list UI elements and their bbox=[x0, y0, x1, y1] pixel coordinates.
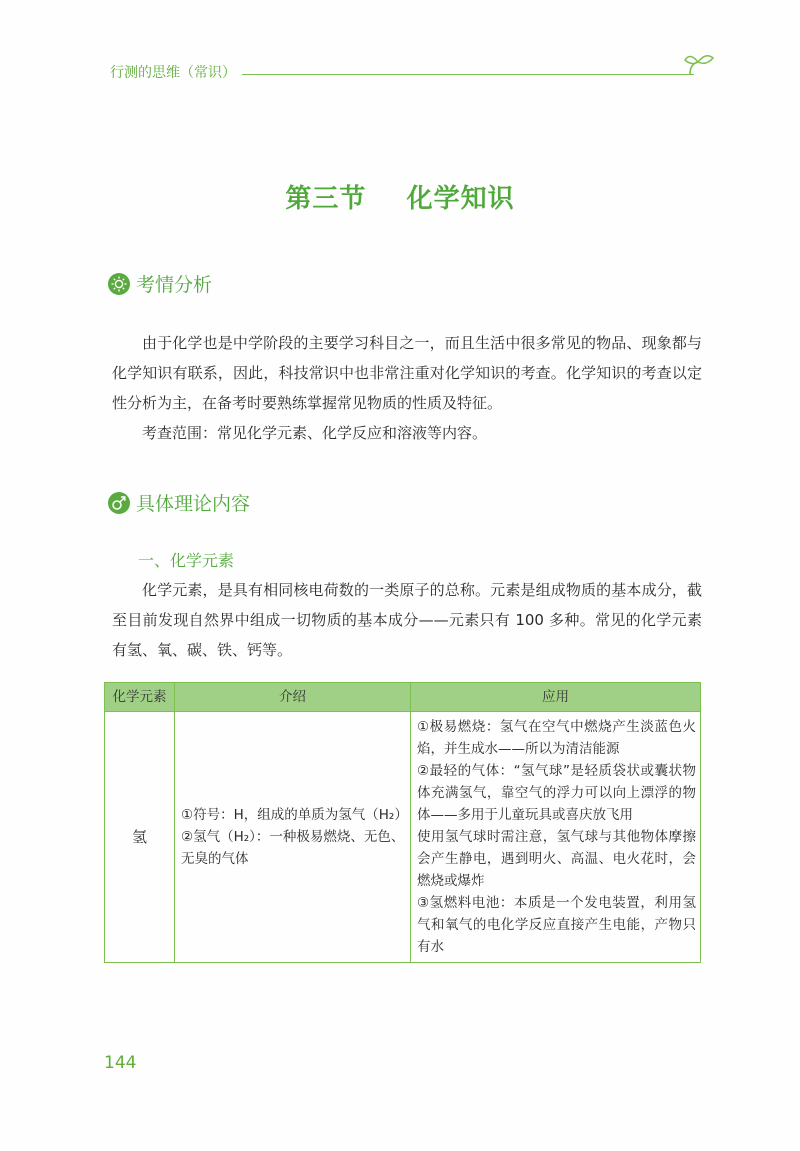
table-header-row bbox=[105, 683, 701, 712]
element-name: 氢 bbox=[105, 712, 175, 963]
section-title: 第三节 化学知识 bbox=[285, 184, 515, 214]
analysis-body bbox=[112, 328, 702, 448]
header-rule bbox=[242, 74, 694, 75]
column-header-element: 化学元素 bbox=[105, 683, 175, 712]
table-row bbox=[105, 712, 701, 963]
elements-table bbox=[104, 682, 701, 963]
intro-line: ①符号：H，组成的单质为氢气（H₂） bbox=[181, 807, 408, 823]
analysis-heading-text: 考情分析 bbox=[136, 274, 213, 296]
analysis-scope: 考查范围：常见化学元素、化学反应和溶液等内容。 bbox=[142, 424, 488, 442]
running-header bbox=[110, 62, 710, 86]
subheading-chemical-elements: 一、化学元素 bbox=[138, 551, 235, 570]
application-line: ③氢燃料电池：本质是一个发电装置，利用氢气和氧气的电化学反应直接产生电能，产物只有水 bbox=[417, 895, 696, 955]
column-header-application: 应用 bbox=[411, 683, 701, 712]
theory-body bbox=[112, 575, 702, 665]
application-line: 使用氢气球时需注意，氢气球与其他物体摩擦会产生静电，遇到明火、高温、电火花时，会燃烧或爆炸 bbox=[417, 829, 696, 889]
theory-heading bbox=[108, 491, 250, 519]
column-header-intro: 介绍 bbox=[175, 683, 411, 712]
analysis-paragraph: 由于化学也是中学阶段的主要学习科目之一，而且生活中很多常见的物品、现象都与化学知识有联系，因此，科技常识中也非常注重对化学知识的考查。化学知识的考查以定性分析为主，在备考时要熟练掌握常见物质的性质及特征。 bbox=[112, 334, 702, 412]
analysis-heading bbox=[108, 272, 212, 300]
sprout-icon bbox=[684, 50, 714, 76]
application-line: ②最轻的气体：“氢气球”是轻质袋状或囊状物体充满氢气，靠空气的浮力可以向上漂浮的物体——多用于儿童玩具或喜庆放飞用 bbox=[417, 763, 696, 823]
element-application bbox=[411, 712, 701, 963]
atom-icon bbox=[108, 492, 130, 514]
element-intro bbox=[175, 712, 411, 963]
sun-icon bbox=[108, 273, 130, 295]
theory-paragraph: 化学元素，是具有相同核电荷数的一类原子的总称。元素是组成物质的基本成分，截至目前发现自然界中组成一切物质的基本成分——元素只有 100 多种。常见的化学元素有氢、氧、碳、铁、钙等。 bbox=[112, 581, 702, 659]
intro-line: ②氢气（H₂）：一种极易燃烧、无色、无臭的气体 bbox=[181, 829, 405, 867]
theory-heading-text: 具体理论内容 bbox=[136, 493, 251, 515]
page-number: 144 bbox=[104, 1053, 137, 1073]
header-title: 行测的思维（常识） bbox=[110, 65, 236, 81]
application-line: ①极易燃烧：氢气在空气中燃烧产生淡蓝色火焰，并生成水——所以为清洁能源 bbox=[417, 719, 696, 757]
